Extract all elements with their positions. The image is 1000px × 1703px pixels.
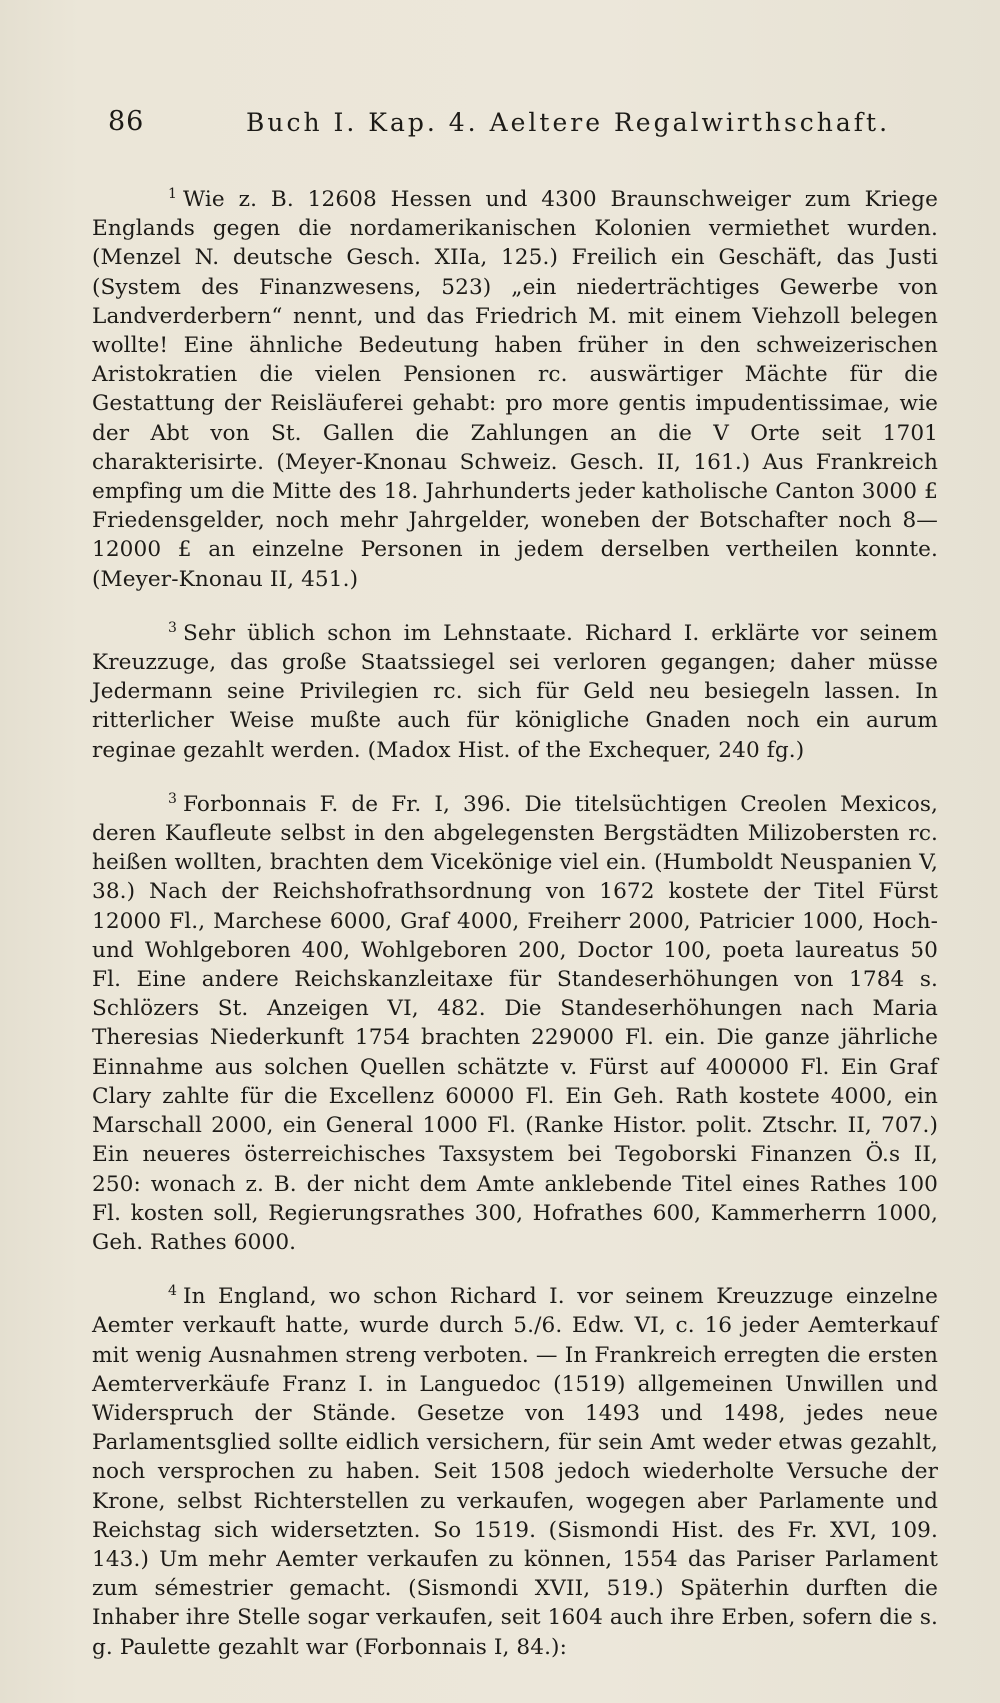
- footnote-marker: 4: [168, 1283, 178, 1300]
- running-title: Buch I. Kap. 4. Aeltere Regalwirthschaft.: [246, 108, 891, 137]
- footnote-text: Sehr üblich schon im Lehnstaate. Richard I. erklärte vor seinem Kreuzzuge, das große Staatssiegel sei verloren gegangen; daher müsse Jedermann seine Privilegien rc. sich für Geld neu besiegeln lassen. In ritterlicher Weise mußte auch für königliche Gnaden noch ein aurum reginae gezahlt werden. (Madox Hist. of the Exchequer, 240 fg.): [92, 620, 938, 763]
- footnote-1: [92, 180, 938, 594]
- footnote-text: Wie z. B. 12608 Hessen und 4300 Braunschweiger zum Kriege Englands gegen die nordamerikanischen Kolonien vermiethet wurden. (Menzel N. deutsche Gesch. XIIa, 125.) Freilich ein Geschäft, das Justi (System des Finanzwesens, 523) „ein niederträchtiges Gewerbe von Landverderbern“ nennt, und das Friedrich M. mit einem Viehzoll belegen wollte! Eine ähnliche Bedeutung haben früher in den schweizerischen Aristokratien die vielen Pensionen rc. auswärtiger Mächte für die Gestattung der Reisläuferei gehabt: pro more gentis impudentissimae, wie der Abt von St. Gallen die Zahlungen an die V Orte seit 1701 charakterisirte. (Meyer-Knonau Schweiz. Gesch. II, 161.) Aus Frankreich empfing um die Mitte des 18. Jahrhunderts jeder katholische Canton 3000 £ Friedensgelder, noch mehr Jahrgelder, woneben der Botschafter noch 8—12000 £ an einzelne Personen in jedem derselben vertheilen konnte. (Meyer-Knonau II, 451.): [92, 187, 938, 592]
- footnote-text: In England, wo schon Richard I. vor seinem Kreuzzuge einzelne Aemter verkauft hatte, wurde durch 5./6. Edw. VI, c. 16 jeder Aemterkauf mit wenig Ausnahmen streng verboten. — In Frankreich erregten die ersten Aemterverkäufe Franz I. in Languedoc (1519) allgemeinen Unwillen und Widerspruch der Stände. Gesetze von 1493 und 1498, jedes neue Parlamentsglied sollte eidlich versichern, für sein Amt weder etwas gezahlt, noch versprochen zu haben. Seit 1508 jedoch wiederholte Versuche der Krone, selbst Richterstellen zu verkaufen, wogegen aber Parlamente und Reichstag sich widersetzten. So 1519. (Sismondi Hist. des Fr. XVI, 109. 143.) Um mehr Aemter verkaufen zu können, 1554 das Pariser Parlament zum sémestrier gemacht. (Sismondi XVII, 519.) Späterhin durften die Inhaber ihre Stelle sogar verkaufen, seit 1604 auch ihre Erben, sofern die s. g. Paulette gezahlt war (Forbonnais I, 84.):: [92, 1284, 938, 1660]
- footnote-text: Forbonnais F. de Fr. I, 396. Die titelsüchtigen Creolen Mexicos, deren Kaufleute selbst in den abgelegensten Bergstädten Milizobersten rc. heißen wollten, brachten dem Vicekönige viel ein. (Humboldt Neuspanien V, 38.) Nach der Reichshofrathsordnung von 1672 kostete der Titel Fürst 12000 Fl., Marchese 6000, Graf 4000, Freiherr 2000, Patricier 1000, Hoch- und Wohlgeboren 400, Wohlgeboren 200, Doctor 100, poeta laureatus 50 Fl. Eine andere Reichskanzleitaxe für Standeserhöhungen von 1784 s. Schlözers St. Anzeigen VI, 482. Die Standeserhöhungen nach Maria Theresias Niederkunft 1754 brachten 229000 Fl. ein. Die ganze jährliche Einnahme aus solchen Quellen schätzte v. Fürst auf 400000 Fl. Ein Graf Clary zahlte für die Excellenz 60000 Fl. Ein Geh. Rath kostete 4000, ein Marschall 2000, ein General 1000 Fl. (Ranke Histor. polit. Ztschr. II, 707.) Ein neueres österreichisches Taxsystem bei Tegoborski Finanzen Ö.s II, 250: wonach z. B. der nicht dem Amte anklebende Titel eines Rathes 100 Fl. kosten soll, Regierungsrathes 300, Hofrathes 600, Kammerherrn 1000, Geh. Rathes 6000.: [92, 791, 938, 1255]
- running-head: [92, 106, 938, 146]
- footnote-3: [92, 785, 938, 1257]
- page-number: 86: [108, 106, 145, 137]
- footnote-marker: 3: [168, 790, 178, 807]
- footnote-marker: 1: [168, 186, 178, 202]
- footnote-4: [92, 1277, 938, 1662]
- footnote-2: [92, 614, 938, 765]
- footnote-marker: 3: [168, 619, 178, 636]
